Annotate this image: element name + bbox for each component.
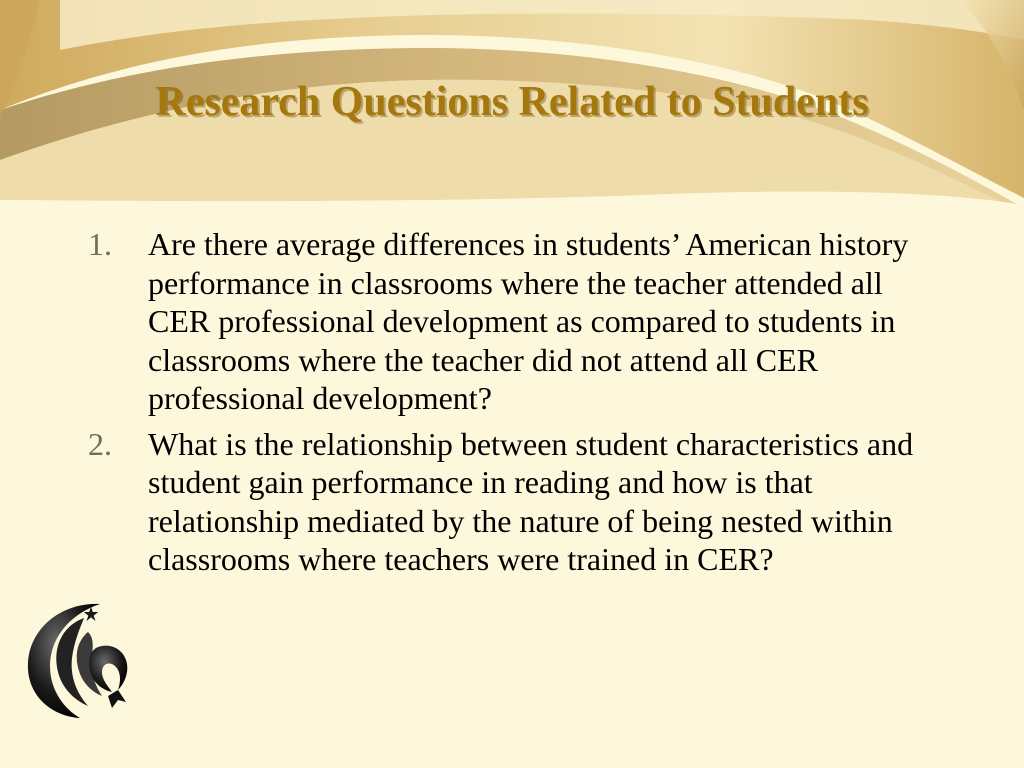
list-item	[88, 225, 948, 418]
question-number: 1.	[88, 226, 112, 262]
question-text: What is the relationship between student characteristics and student gain performance in reading and how is that relationship mediated by the nature of being nested within classrooms where teachers were trained in CER?	[148, 425, 914, 577]
list-item	[88, 425, 948, 579]
pegasus-logo-icon	[22, 596, 146, 720]
question-list	[88, 225, 948, 586]
slide-title: Research Questions Related to Students	[155, 79, 869, 125]
question-number: 2.	[88, 425, 112, 462]
question-text: Are there average differences in students’ American history performance in classrooms where the teacher attended all CER professional development as compared to students in classrooms where the teacher did not attend all CER professional development?	[148, 226, 909, 416]
